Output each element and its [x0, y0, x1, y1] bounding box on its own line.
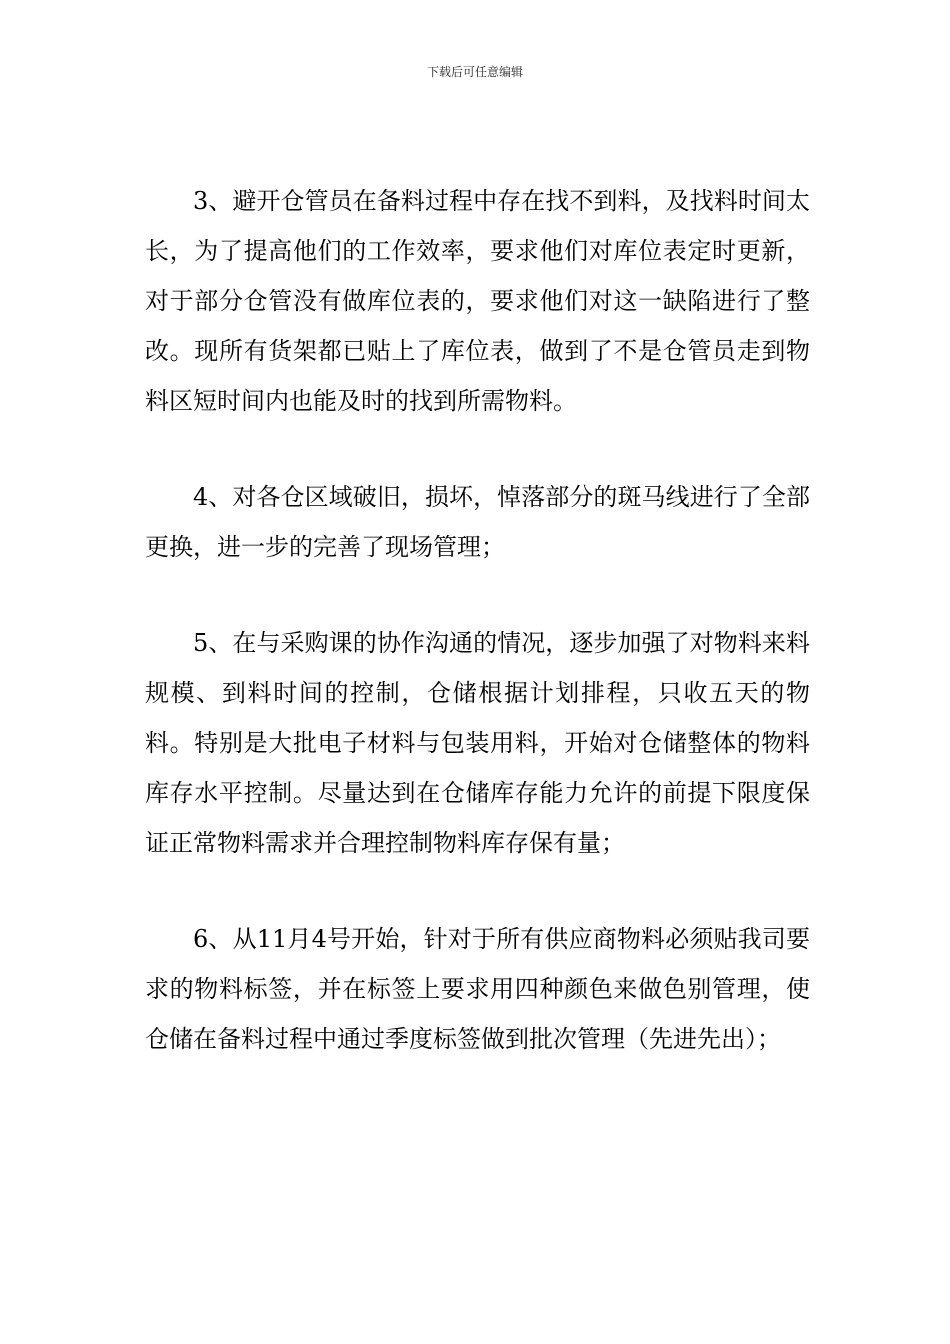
paragraph-item-4: 4、对各仓区域破旧，损坏，悼落部分的斑马线进行了全部更换，进一步的完善了现场管理； — [145, 483, 810, 561]
paragraph-item-3: 3、避开仓管员在备料过程中存在找不到料，及找料时间太长，为了提高他们的工作效率，要求他们对库位表定时更新，对于部分仓管没有做库位表的，要求他们对这一缺陷进行了整改。现所有货架都已贴上了库位表，做到了不是仓管员走到物料区短时间内也能及时的找到所需物料。 — [145, 187, 810, 415]
paragraph-item-6: 6、从11月4号开始，针对于所有供应商物料必须贴我司要求的物料标签，并在标签上要求用四种颜色来做色别管理，使仓储在备料过程中通过季度标签做到批次管理（先进先出）； — [145, 925, 810, 1053]
document-body — [145, 176, 810, 1064]
paragraph-item-5: 5、在与采购课的协作沟通的情况，逐步加强了对物料来料规模、到料时间的控制，仓储根据计划排程，只收五天的物料。特别是大批电子材料与包装用料，开始对仓储整体的物料库存水平控制。尽量达到在仓储库存能力允许的前提下限度保证正常物料需求并合理控制物料库存保有量； — [145, 629, 810, 857]
page-header: 下载后可任意编辑 — [426, 65, 523, 79]
